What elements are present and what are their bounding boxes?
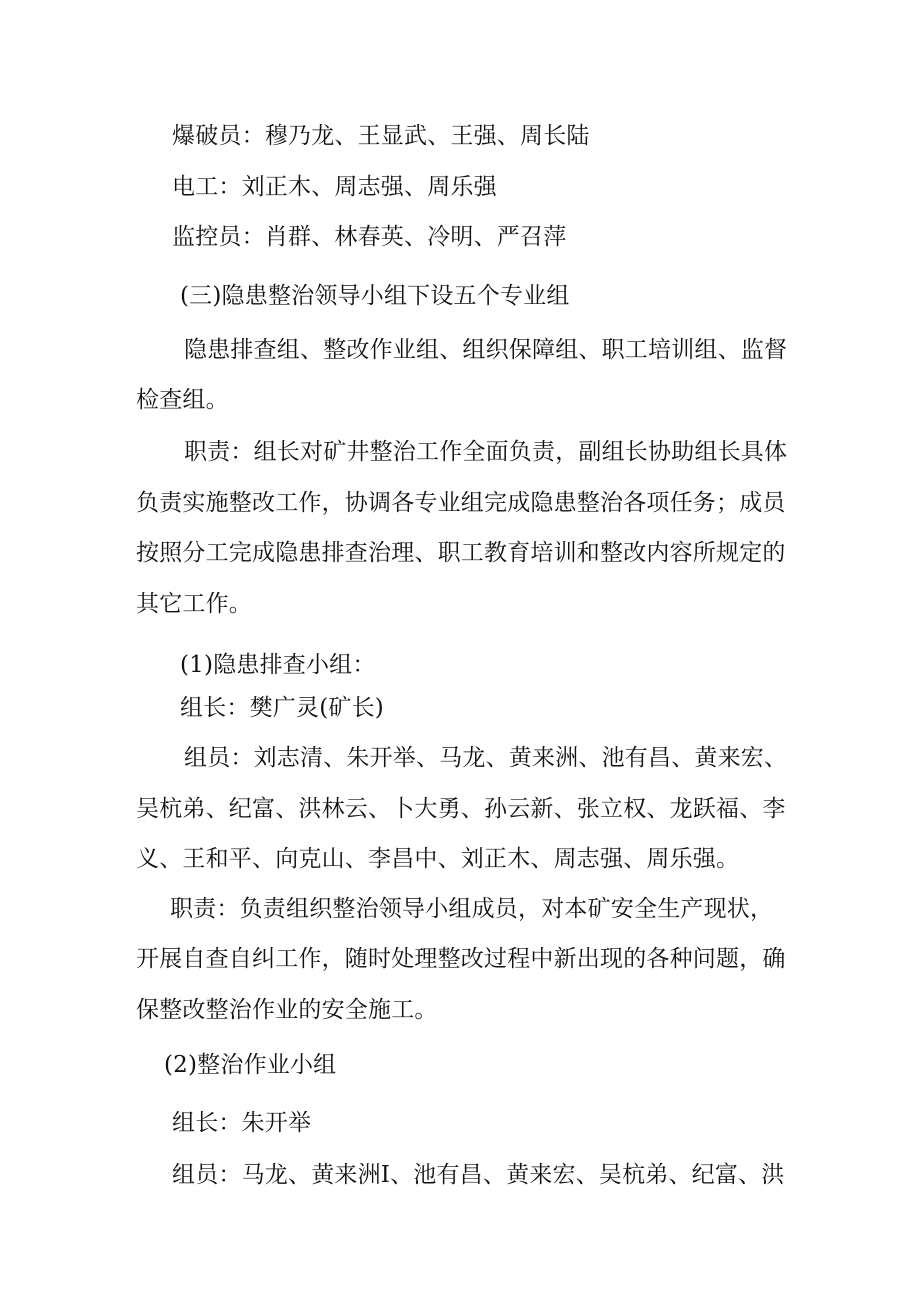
section-three-heading: (三)隐患整治领导小组下设五个专业组 [180, 283, 570, 309]
electricians-line: 电工：刘正木、周志强、周乐强 [172, 174, 497, 200]
group1-heading: (1)隐患排查小组： [180, 652, 376, 678]
monitors-line: 监控员：肖群、林春英、冷明、严召萍 [172, 224, 567, 250]
group1-duties-line-2: 开展自查自纠工作，随时处理整改过程中新出现的各种问题，确 [136, 946, 786, 972]
duties-paragraph-line-3: 按照分工完成隐患排查治理、职工教育培训和整改内容所规定的 [136, 540, 786, 566]
duties-paragraph-line-2: 负责实施整改工作，协调各专业组完成隐患整治各项任务；成员 [136, 490, 786, 516]
group2-heading: (2)整治作业小组 [164, 1052, 337, 1078]
groups-paragraph-line-1: 隐患排查组、整改作业组、组织保障组、职工培训组、监督 [184, 337, 788, 363]
group1-members-line-1: 组员：刘志清、朱开举、马龙、黄来洲、池有昌、黄来宏、 [184, 745, 788, 771]
duties-paragraph-line-4: 其它工作。 [136, 591, 252, 617]
group1-members-line-2: 吴杭弟、纪富、洪林云、卜大勇、孙云新、张立权、龙跃福、李 [136, 796, 786, 822]
group1-members-line-3: 义、王和平、向克山、李昌中、刘正木、周志强、周乐强。 [136, 846, 740, 872]
group1-duties-line-1: 职责：负责组织整治领导小组成员，对本矿安全生产现状， [170, 896, 774, 922]
groups-paragraph-line-2: 检查组。 [136, 387, 229, 413]
group2-leader: 组长：朱开举 [172, 1110, 312, 1136]
group1-leader: 组长：樊广灵(矿长) [180, 695, 384, 721]
group1-duties-line-3: 保整改整治作业的安全施工。 [136, 997, 438, 1023]
group2-members-line-1: 组员：马龙、黄来洲I、池有昌、黄来宏、吴杭弟、纪富、洪 [172, 1162, 785, 1188]
blasters-line: 爆破员：穆乃龙、王显武、王强、周长陆 [172, 123, 590, 149]
duties-paragraph-line-1: 职责：组长对矿井整治工作全面负责，副组长协助组长具体 [184, 439, 788, 465]
